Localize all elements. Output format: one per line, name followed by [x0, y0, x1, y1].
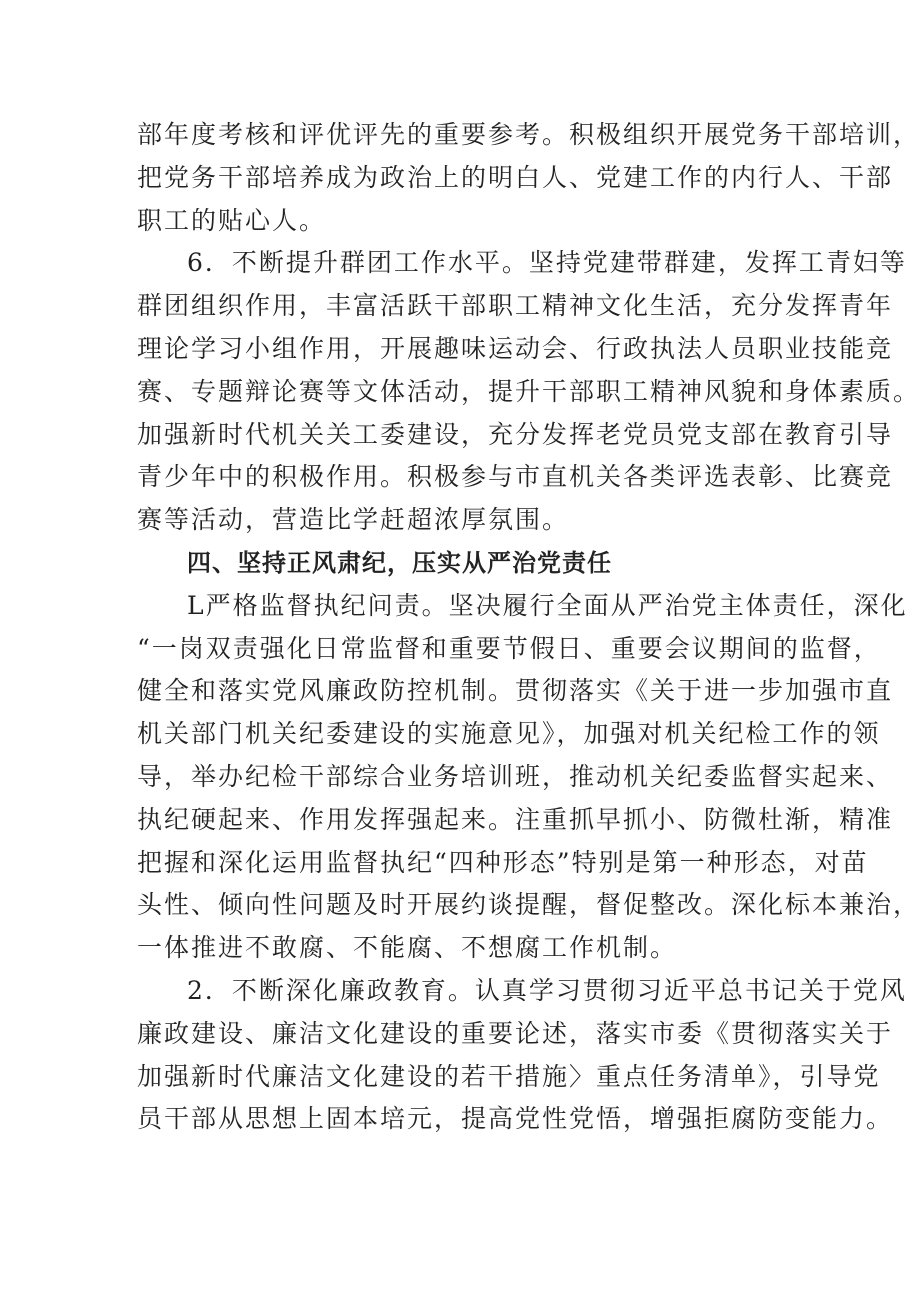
text-line: 一体推进不敢腐、不能腐、不想腐工作机制。	[137, 933, 678, 963]
paragraph-item-1	[137, 585, 920, 970]
text-line: 加强新时代机关关工委建设，充分发挥老党员党支部在教育引导	[137, 419, 894, 449]
text-line: 把握和深化运用监督执纪“四种形态”特别是第一种形态，对苗	[137, 847, 869, 877]
text-line: 赛等活动，营造比学赶超浓厚氛围。	[137, 505, 570, 535]
text-line: 加强新时代廉洁文化建设的若干措施〉重点任务清单》，引导党	[137, 1061, 881, 1091]
text-line: 把党务干部培养成为政治上的明白人、党建工作的内行人、干部	[137, 162, 894, 192]
text-line: “一岗双责强化日常监督和重要节假日、重要会议期间的监督，	[137, 633, 881, 663]
text-line: 员干部从思想上固本培元，提高党性党悟，增强拒腐防变能力。	[137, 1104, 894, 1134]
text-line: 廉政建设、廉洁文化建设的重要论述，落实市委《贯彻落实关于	[137, 1018, 894, 1048]
text-line: 青少年中的积极作用。积极参与市直机关各类评选表彰、比赛竞	[137, 462, 894, 492]
text-line: 赛、专题辩论赛等文体活动，提升干部职工精神风貌和身体素质。	[137, 376, 920, 406]
text-line: 部年度考核和评优评先的重要参考。积极组织开展党务干部培训，	[137, 120, 920, 149]
text-line: 执纪硬起来、作用发挥强起来。注重抓早抓小、防微杜渐，精准	[137, 804, 894, 834]
text-line: 6．不断提升群团工作水平。坚持党建带群建，发挥工青妇等	[187, 248, 907, 278]
text-line: 机关部门机关纪委建设的实施意见》，加强对机关纪检工作的领	[137, 719, 881, 749]
text-line: 职工的贴心人。	[137, 205, 327, 235]
section-heading: 四、坚持正风肃纪，压实从严治党责任	[187, 548, 612, 577]
text-line: L严格监督执纪问责。坚决履行全面从严治党主体责任，深化	[187, 590, 908, 620]
paragraph-item-2	[137, 970, 907, 1141]
text-line: 健全和落实党风廉政防控机制。贯彻落实《关于进一步加强市直	[137, 676, 894, 706]
document-body	[137, 114, 920, 1141]
text-line: 2．不断深化廉政教育。认真学习贯彻习近平总书记关于党风	[187, 975, 907, 1005]
text-line: 群团组织作用，丰富活跃干部职工精神文化生活，充分发挥青年	[137, 291, 894, 321]
paragraph-continued	[137, 114, 920, 242]
paragraph-item-6	[137, 242, 920, 542]
text-line: 导，举办纪检干部综合业务培训班，推动机关纪委监督实起来、	[137, 761, 894, 791]
text-line: 理论学习小组作用，开展趣味运动会、行政执法人员职业技能竞	[137, 333, 894, 363]
text-line: 头性、倾向性问题及时开展约谈提醒，督促整改。深化标本兼治，	[137, 890, 920, 920]
